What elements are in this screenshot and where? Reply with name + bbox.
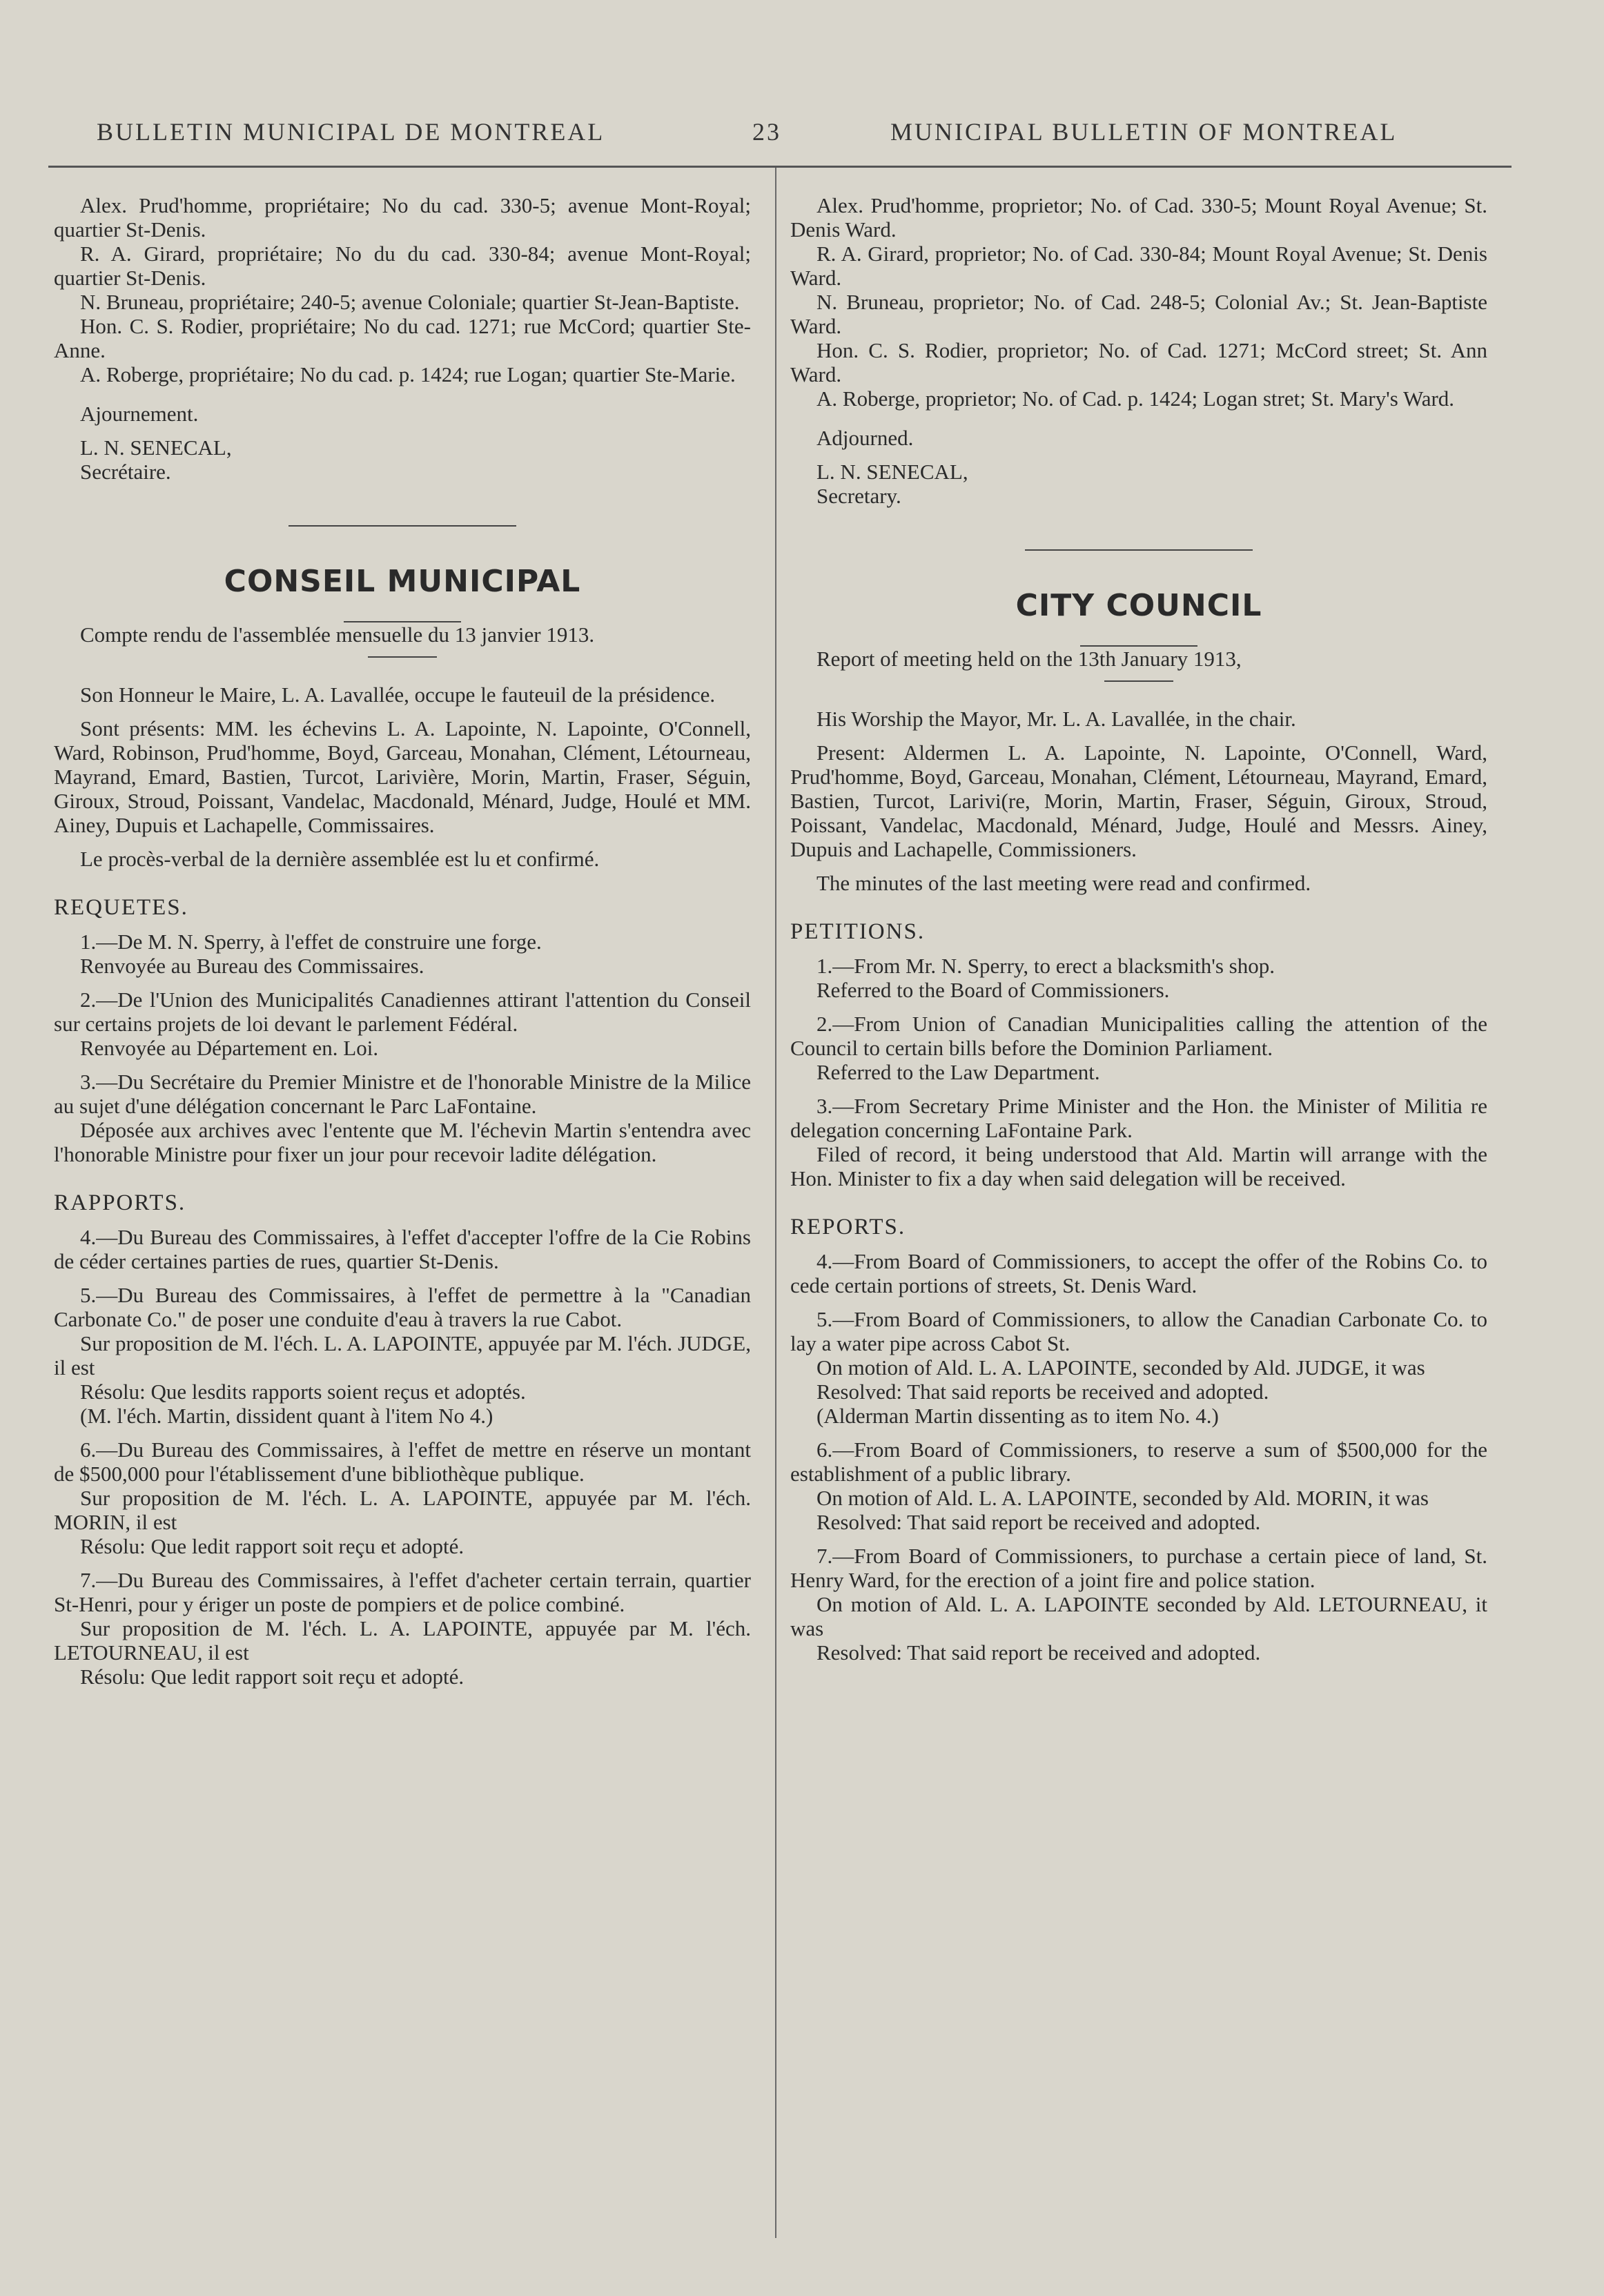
header-title-fr: BULLETIN MUNICIPAL DE MONTREAL bbox=[97, 118, 605, 146]
petition-item: 1.—De M. N. Sperry, à l'effet de construire une forge. bbox=[80, 930, 542, 954]
resolution: Résolu: Que lesdits rapports soient reçus et adoptés. bbox=[80, 1380, 526, 1404]
adjournment: Ajournement. bbox=[80, 402, 199, 426]
petition-referral: Renvoyée au Département en. Loi. bbox=[80, 1036, 379, 1060]
motion: On motion of Ald. L. A. LAPOINTE, seconded by Ald. JUDGE, it was bbox=[816, 1355, 1425, 1380]
meeting-report-line: Report of meeting held on the 13th January 1913, bbox=[816, 647, 1242, 671]
property-item: N. Bruneau, propriétaire; 240-5; avenue Coloniale; quartier St-Jean-Baptiste. bbox=[80, 290, 740, 314]
motion: Sur proposition de M. l'éch. L. A. LAPOINTE, appuyée par M. l'éch. MORIN, il est bbox=[54, 1486, 751, 1534]
signature bbox=[790, 460, 1487, 508]
report-item: 6.—Du Bureau des Commissaires, à l'effet de mettre en réserve un montant de $500,000 pour l'établissement d'une bibliothèque publique. bbox=[54, 1438, 751, 1486]
chair-paragraph: Son Honneur le Maire, L. A. Lavallée, occupe le fauteuil de la présidence. bbox=[80, 683, 716, 707]
petitions-heading: REQUETES. bbox=[54, 895, 188, 920]
signature-name: L. N. SENECAL, bbox=[816, 460, 968, 484]
petition-item: 3.—Du Secrétaire du Premier Ministre et de l'honorable Ministre de la Milice au sujet d'une délégation concernant le Parc LaFontaine. bbox=[54, 1070, 751, 1118]
petition-item: 3.—From Secretary Prime Minister and the Hon. the Minister of Militia re delegation concerning LaFontaine Park. bbox=[790, 1094, 1487, 1142]
signature-title: Secrétaire. bbox=[80, 460, 171, 484]
motion: Sur proposition de M. l'éch. L. A. LAPOINTE, appuyée par M. l'éch. JUDGE, il est bbox=[54, 1331, 751, 1380]
petition-referral: Renvoyée au Bureau des Commissaires. bbox=[80, 954, 424, 978]
report-item: 7.—Du Bureau des Commissaires, à l'effet d'acheter certain terrain, quartier St-Henri, pour y ériger un poste de pompiers et de police combiné. bbox=[54, 1568, 751, 1616]
signature bbox=[54, 435, 751, 484]
adjournment: Adjourned. bbox=[816, 426, 914, 450]
header-rule bbox=[48, 166, 1512, 168]
petition-item: 2.—De l'Union des Municipalités Canadiennes attirant l'attention du Conseil sur certains projets de loi devant le parlement Fédéral. bbox=[54, 988, 751, 1036]
english-column bbox=[790, 193, 1487, 1674]
dissent-note: (M. l'éch. Martin, dissident quant à l'item No 4.) bbox=[80, 1404, 493, 1428]
signature-title: Secretary. bbox=[816, 484, 901, 508]
resolution: Resolved: That said report be received and adopted. bbox=[816, 1640, 1261, 1665]
present-paragraph: Sont présents: MM. les échevins L. A. Lapointe, N. Lapointe, O'Connell, Ward, Robinson, Prud'homme, Boyd, Garceau, Monahan, Clément, Létourneau, Mayrand, Emard, Bastien, Turcot, Larivière, Morin, Martin, Fraser, Séguin, Giroux, Stroud, Poissant, Vandelac, Macdonald, Ménard, Judge, Houlé et MM. Ainey, Dupuis et Lachapelle, Commissaires. bbox=[54, 716, 751, 837]
council-heading: CITY COUNCIL bbox=[1015, 588, 1262, 623]
report-item: 5.—Du Bureau des Commissaires, à l'effet de permettre à la "Canadian Carbonate Co." de poser une conduite d'eau à travers la rue Cabot. bbox=[54, 1283, 751, 1331]
french-column bbox=[54, 193, 751, 1698]
column-divider bbox=[775, 168, 776, 2238]
resolution: Résolu: Que ledit rapport soit reçu et adopté. bbox=[80, 1534, 464, 1558]
property-item: N. Bruneau, proprietor; No. of Cad. 248-5; Colonial Av.; St. Jean-Baptiste Ward. bbox=[790, 290, 1487, 338]
report-item: 4.—Du Bureau des Commissaires, à l'effet d'accepter l'offre de la Cie Robins de céder certaines parties de rues, quartier St-Denis. bbox=[54, 1225, 751, 1273]
motion: Sur proposition de M. l'éch. L. A. LAPOINTE, appuyée par M. l'éch. LETOURNEAU, il est bbox=[54, 1616, 751, 1665]
signature-name: L. N. SENECAL, bbox=[80, 435, 232, 460]
page-number: 23 bbox=[752, 118, 781, 146]
property-item: R. A. Girard, propriétaire; No du du cad. 330-84; avenue Mont-Royal; quartier St-Denis. bbox=[54, 242, 751, 290]
property-item: Alex. Prud'homme, propriétaire; No du cad. 330-5; avenue Mont-Royal; quartier St-Denis. bbox=[54, 193, 751, 242]
petition-referral: Filed of record, it being understood that Ald. Martin will arrange with the Hon. Minister to fix a day when said delegation will be received. bbox=[790, 1142, 1487, 1190]
petition-referral: Referred to the Law Department. bbox=[816, 1060, 1100, 1084]
meeting-report-line: Compte rendu de l'assemblée mensuelle du 13 janvier 1913. bbox=[80, 622, 595, 647]
property-item: A. Roberge, proprietor; No. of Cad. p. 1424; Logan stret; St. Mary's Ward. bbox=[816, 386, 1455, 411]
reports-heading: REPORTS. bbox=[790, 1215, 906, 1239]
reports-heading: RAPPORTS. bbox=[54, 1190, 186, 1215]
minutes-paragraph: Le procès-verbal de la dernière assemblée est lu et confirmé. bbox=[80, 847, 600, 871]
chair-paragraph: His Worship the Mayor, Mr. L. A. Lavallée, in the chair. bbox=[816, 707, 1296, 731]
petitions-heading: PETITIONS. bbox=[790, 919, 926, 944]
section-rule bbox=[288, 525, 516, 527]
property-item: Hon. C. S. Rodier, propriétaire; No du cad. 1271; rue McCord; quartier Ste-Anne. bbox=[54, 314, 751, 362]
page-header bbox=[55, 110, 1477, 159]
report-item: 7.—From Board of Commissioners, to purchase a certain piece of land, St. Henry Ward, for the erection of a joint fire and police station. bbox=[790, 1544, 1487, 1592]
resolution: Résolu: Que ledit rapport soit reçu et adopté. bbox=[80, 1665, 464, 1689]
petition-referral: Referred to the Board of Commissioners. bbox=[816, 978, 1170, 1002]
header-title-en: MUNICIPAL BULLETIN OF MONTREAL bbox=[890, 118, 1398, 146]
motion: On motion of Ald. L. A. LAPOINTE, seconded by Ald. MORIN, it was bbox=[816, 1486, 1429, 1510]
resolution: Resolved: That said report be received and adopted. bbox=[816, 1510, 1261, 1534]
council-heading: CONSEIL MUNICIPAL bbox=[224, 564, 581, 599]
property-item: Hon. C. S. Rodier, proprietor; No. of Cad. 1271; McCord street; St. Ann Ward. bbox=[790, 338, 1487, 386]
section-rule bbox=[1025, 549, 1253, 551]
report-item: 6.—From Board of Commissioners, to reserve a sum of $500,000 for the establishment of a public library. bbox=[790, 1438, 1487, 1486]
property-item: Alex. Prud'homme, proprietor; No. of Cad. 330-5; Mount Royal Avenue; St. Denis Ward. bbox=[790, 193, 1487, 242]
minutes-paragraph: The minutes of the last meeting were read and confirmed. bbox=[816, 871, 1311, 895]
report-item: 4.—From Board of Commissioners, to accept the offer of the Robins Co. to cede certain portions of streets, St. Denis Ward. bbox=[790, 1249, 1487, 1297]
property-item: R. A. Girard, proprietor; No. of Cad. 330-84; Mount Royal Avenue; St. Denis Ward. bbox=[790, 242, 1487, 290]
report-item: 5.—From Board of Commissioners, to allow the Canadian Carbonate Co. to lay a water pipe across Cabot St. bbox=[790, 1307, 1487, 1355]
petition-referral: Déposée aux archives avec l'entente que M. l'échevin Martin s'entendra avec l'honorable Ministre pour fixer un jour pour recevoir ladite délégation. bbox=[54, 1118, 751, 1166]
dissent-note: (Alderman Martin dissenting as to item No. 4.) bbox=[816, 1404, 1219, 1428]
motion: On motion of Ald. L. A. LAPOINTE seconded by Ald. LETOURNEAU, it was bbox=[790, 1592, 1487, 1640]
petition-item: 1.—From Mr. N. Sperry, to erect a blacksmith's shop. bbox=[816, 954, 1275, 978]
property-item: A. Roberge, propriétaire; No du cad. p. 1424; rue Logan; quartier Ste-Marie. bbox=[80, 362, 736, 386]
resolution: Resolved: That said reports be received and adopted. bbox=[816, 1380, 1269, 1404]
petition-item: 2.—From Union of Canadian Municipalities calling the attention of the Council to certain bills before the Dominion Parliament. bbox=[790, 1012, 1487, 1060]
present-paragraph: Present: Aldermen L. A. Lapointe, N. Lapointe, O'Connell, Ward, Prud'homme, Boyd, Garceau, Monahan, Clément, Létourneau, Mayrand, Emard, Bastien, Turcot, Larivi(re, Morin, Martin, Fraser, Séguin, Giroux, Stroud, Poissant, Vandelac, Macdonald, Ménard, Judge, Houlé and Messrs. Ainey, Dupuis and Lachapelle, Commissioners. bbox=[790, 740, 1487, 861]
